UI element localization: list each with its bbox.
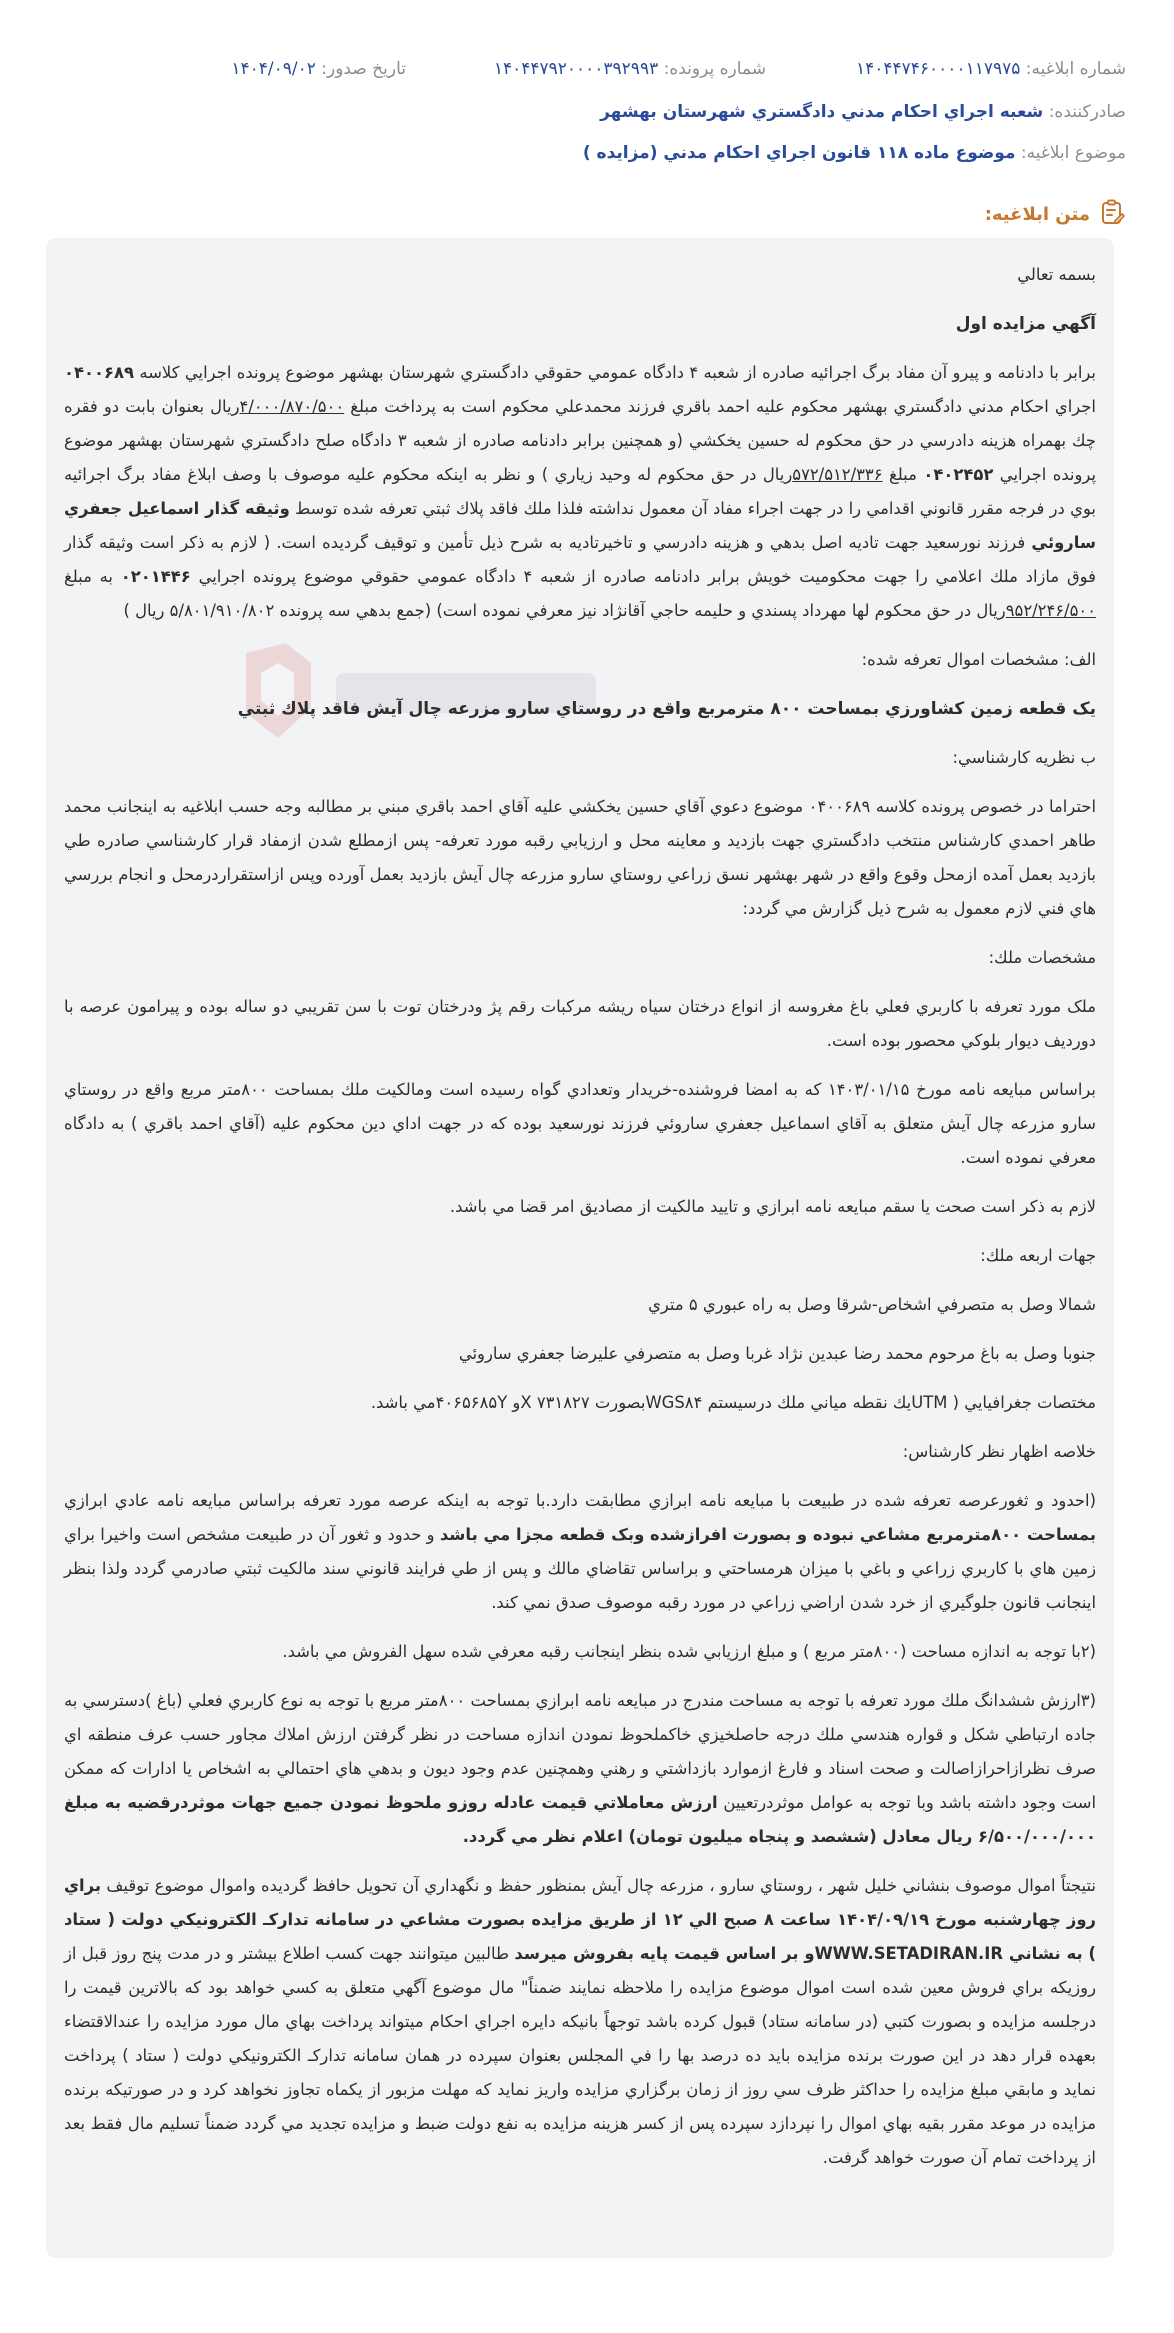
case-number-label: شماره پرونده:: [663, 59, 766, 79]
issuer-name: شعبه اجراي احكام مدني دادگستري شهرستان بهشهر: [600, 102, 1044, 122]
notice-text-box: [46, 238, 1114, 2258]
auction-conditions-paragraph: نتيجتاً اموال موصوف بنشاني خليل شهر ، روستاي سارو ، مزرعه چال آيش بمنظور حفظ و نگهداري آن تحويل حافظ گرديده واموال موضوع توقيف براي روز چهارشنبه مورخ ۱۴۰۴/۰۹/۱۹ ساعت ۸ صبح الي ۱۲ از طريق مزايده بصورت مشاعي در سامانه تداركـ الكترونيكي دولت ( ستاد ) به نشاني WWW.SETADIRAN.IRو بر اساس قيمت پايه بفروش ميرسد طالبين ميتوانند جهت كسب اطلاع بيشتر و در مدت پنج روز قبل از روزيكه براي فروش معين شده است اموال موضوع مزايده را ملاحظه نمايند ضمناً" مال موضوع آگهي متعلق به كسي خواهد بود كه بالاترين قيمت را درجلسه مزايده و بصورت كتبي (در سامانه ستاد) قبول كرده باشد توجهاً بانيكه دايره اجراي احكام ميتواند پرداخت بهاي مال مورد مزايده را عندالاقتضاء بعهده قرار دهد در اين صورت برنده مزايده بايد ده درصد بها را في المجلس بعنوان سپرده در همان سامانه تداركـ الكترونيكي دولت ( ستاد ) پرداخت نمايد و مابقي مبلغ مزايده را حداكثر ظرف سي روز از زمان برگزاري مزايده واريز نمايد كه مهلت مزبور از يكماه تجاوز نخواهد كرد و در صورتيكه برنده مزايده در موعد مقرر بقيه بهاي اموال را نپردازد سپرده پس از كسر هزينه مزايده به نفع دولت ضبط و مزايده تجديد مي گردد ضمناً تسليم مال فقط بعد از پرداخت تمام آن صورت خواهد گرفت.: [64, 1876, 1096, 2167]
ownership-paragraph: براساس مبايعه نامه مورخ ۱۴۰۳/۰۱/۱۵ كه به امضا فروشنده-خريدار وتعدادي گواه رسيده است ومالكيت ملك بمساحت ۸۰۰متر مربع واقع در روستاي سارو مزرعه چال آيش متعلق به آقاي اسماعيل جعفري ساروئي فرزند نورسعيد بوده كه در جهت اداي دين محكوم عليه (آقاي احمد باقري ) به دادگاه معرفي نموده است.: [64, 1080, 1096, 1167]
subject-text: موضوع ماده ۱۱۸ قانون اجراي احكام مدني (مزايده ): [582, 143, 1016, 163]
issue-date-field: [231, 55, 406, 83]
boundary-south-west: جنوبا وصل به باغ مرحوم محمد رضا عبدين نژاد غربا وصل به متصرفي عليرضا جعفري ساروئي: [458, 1344, 1096, 1363]
ownership-note: لازم به ذكر است صحت يا سقم مبايعه نامه ابرازي و تاييد مالكيت از مصاديق امر قضا مي باشد.: [449, 1197, 1096, 1216]
expert-summary-point-3: (۳ارزش ششدانگ ملك مورد تعرفه با توجه به مساحت مندرج در مبايعه نامه ابرازي بمساحت ۸۰۰متر مربع با توجه به نوع كاربري فعلي (باغ )دسترسي به جاده ارتباطي شكل و قواره هندسي ملك درجه حاصلخيزي خاكملحوظ نمودن اندازه مساحت در نظر گرفتن ارزش املاك مجاور حسب عرف منطقه اي صرف نظرازاحرازاصالت و صحت اسناد و فارغ ازموارد بازداشتي و رهني وهمچنين عدم وجود ديون و بدهي هاي احتمالي به اشخاص يا ادارات كه ممكن است وجود داشته باشد وبا توجه به عوامل موثردرتعيين ارزش معاملاتي قيمت عادله روزو ملحوظ نمودن جميع جهات موثردرقضيه به مبلغ ۶/۵۰۰/۰۰۰/۰۰۰ ريال معادل (ششصد و پنجاه ميليون تومان) اعلام نظر مي گردد.: [64, 1691, 1097, 1846]
expert-intro-paragraph: احتراما در خصوص پرونده كلاسه ۰۴۰۰۶۸۹ موضوع دعوي آقاي حسين يخكشي عليه آقاي احمد باقري مبني بر مطالبه وجه حسب ابلاغيه به اينجانب محمد طاهر احمدي كارشناس منتخب دادگستري جهت بازديد و معاينه محل و ارزيابي رقبه مورد تعرفه- پس ازمطلع شدن ازمفاد قرار كارشناسي صادره طي بازديد بعمل آمده ازمحل وقوع واقع در شهر بهشهر نسق زراعي روستاي سارو مزرعه چال آيش بازديد بعمل آورده وپس ازاستقراردرمحل و انجام بررسي هاي فني لازم معمول به شرح ذيل گزارش مي گردد:: [64, 797, 1096, 918]
expert-summary-heading: خلاصه اظهار نظر كارشناس:: [902, 1442, 1096, 1461]
property-specs-heading: الف: مشخصات اموال تعرفه شده:: [861, 650, 1096, 669]
case-summary-paragraph: برابر با دادنامه و پيرو آن مفاد برگ اجرائيه صادره از شعبه ۴ دادگاه عمومي حقوقي دادگستري شهرستان بهشهر موضوع پرونده اجرايي كلاسه ۰۴۰۰۶۸۹ اجراي احكام مدني دادگستري بهشهر محكوم عليه احمد باقري فرزند محمدعلي محكوم است به پرداخت مبلغ ۴/۰۰۰/۸۷۰/۵۰۰ريال بعنوان بابت دو فقره چك بهمراه هزينه دادرسي در حق محكوم له حسين يخكشي (و همچنين برابر دادنامه صادره از شعبه ۳ دادگاه صلح دادگستري شهرستان بهشهر موضوع پرونده اجرايي ۰۴۰۲۴۵۲ مبلغ ۵۷۲/۵۱۲/۳۳۶ريال در حق محكوم له وحيد زياري ) و نظر به اينكه محكوم عليه موصوف با وصف ابلاغ مفاد برگ اجرائيه بوي در فرجه مقرر قانوني اقدامي را در جهت اجراء مفاد آن معمول نداشته فلذا ملك فاقد پلاك ثبتي تعرفه شده توسط وثيقه گذار اسماعيل جعفري ساروئي فرزند نورسعيد جهت تاديه اصل بدهي و هزينه دادرسي و تاخيرتاديه به شرح ذيل تأمين و توقيف گرديده است. ( لازم به ذكر است وثيقه گذار فوق مازاد ملك اعلامي را جهت محكوميت خويش برابر دادنامه صادره از شعبه ۴ دادگاه عمومي حقوقي موضوع پرونده اجرايي ۰۲۰۱۴۴۶ به مبلغ ۹۵۲/۲۴۶/۵۰۰ريال در حق محكوم لها مهرداد پسندي و حليمه حاجي آقانژاد نيز معرفي نموده است) (جمع بدهي سه پرونده ۵/۸۰۱/۹۱۰/۸۰۲ ريال ): [64, 363, 1097, 620]
notice-number-field: [856, 55, 1126, 83]
issue-date: ۱۴۰۴/۰۹/۰۲: [231, 59, 316, 79]
coordinates-text: مختصات جغرافيايي ( UTMيك نقطه مياني ملك درسيستم WGS۸۴بصورت ۷۳۱۸۲۷ Xو ۴۰۶۵۶۸۵Yمي باشد.: [370, 1393, 1096, 1412]
property-description: يک قطعه زمين كشاورزي بمساحت ۸۰۰ مترمربع واقع در روستاي سارو مزرعه چال آيش فاقد پلاك ثبتي: [237, 699, 1096, 719]
notice-number: ۱۴۰۴۴۷۴۶۰۰۰۰۱۱۷۹۷۵: [856, 59, 1021, 79]
boundaries-heading: جهات اربعه ملك:: [980, 1246, 1096, 1265]
issuer-row: [48, 98, 1126, 126]
notice-text-title: متن ابلاغیه:: [984, 203, 1090, 225]
case-number: ۱۴۰۴۴۷۹۲۰۰۰۰۳۹۲۹۹۳: [493, 59, 659, 79]
boundary-north-east: شمالا وصل به متصرفي اشخاص-شرقا وصل به راه عبوري ۵ متري: [648, 1295, 1096, 1314]
notice-number-label: شماره ابلاغیه:: [1025, 59, 1126, 79]
property-details-heading: مشخصات ملك:: [988, 948, 1096, 967]
issuer-label: صادرکننده:: [1048, 102, 1126, 122]
property-condition-paragraph: ملک مورد تعرفه با كاربري فعلي باغ مغروسه از انواع درختان سياه ريشه مركبات رقم پژ ودرختان توت با سن تقريبي دو ساله بوده و پيرامون عرصه با دورديف ديوار بلوكي محصور بوده است.: [64, 997, 1096, 1050]
case-number-field: [494, 55, 766, 83]
intro-text: بسمه تعالي: [1017, 265, 1096, 284]
notice-meta-row: [48, 55, 1126, 85]
notice-text-content: [64, 258, 1096, 2190]
document-edit-icon: [1100, 198, 1126, 230]
subject-row: [48, 139, 1126, 167]
expert-summary-point-2: (۲با توجه به اندازه مساحت (۸۰۰متر مربع ) و مبلغ ارزيابي شده بنظر اينجانب رقبه معرفي شده سهل الفروش مي باشد.: [282, 1642, 1096, 1661]
expert-opinion-heading: ب نظريه كارشناسي:: [952, 748, 1096, 767]
auction-heading: آگهي مزايده اول: [955, 314, 1096, 334]
expert-summary-point-1: (احدود و ثغورعرصه تعرفه شده در طبيعت با مبايعه نامه ابرازي مطابقت دارد.با توجه به اينكه عرصه مورد تعرفه براساس مبايعه نامه عادي ابرازي بمساحت ۸۰۰مترمربع مشاعي نبوده و بصورت افرازشده وبک قطعه مجزا مي باشد و حدود و ثغور آن در طبيعت مشخص است واخيرا براي زمين هاي با كاربري زراعي و باغي با ميزان هرمساحتي و براساس تقاضاي مالك و پس از طي فرايند قانوني سند مالكيت ثبتي صادرمي گردد ولذا بنظر اينجانب قانون جلوگيري از خرد شدن اراضي زراعي در مورد رقبه موصوف صدق نمي كند.: [64, 1491, 1096, 1612]
subject-label: موضوع ابلاغیه:: [1020, 143, 1126, 163]
notice-text-header: [985, 198, 1126, 230]
issue-date-label: تاریخ صدور:: [321, 59, 406, 79]
